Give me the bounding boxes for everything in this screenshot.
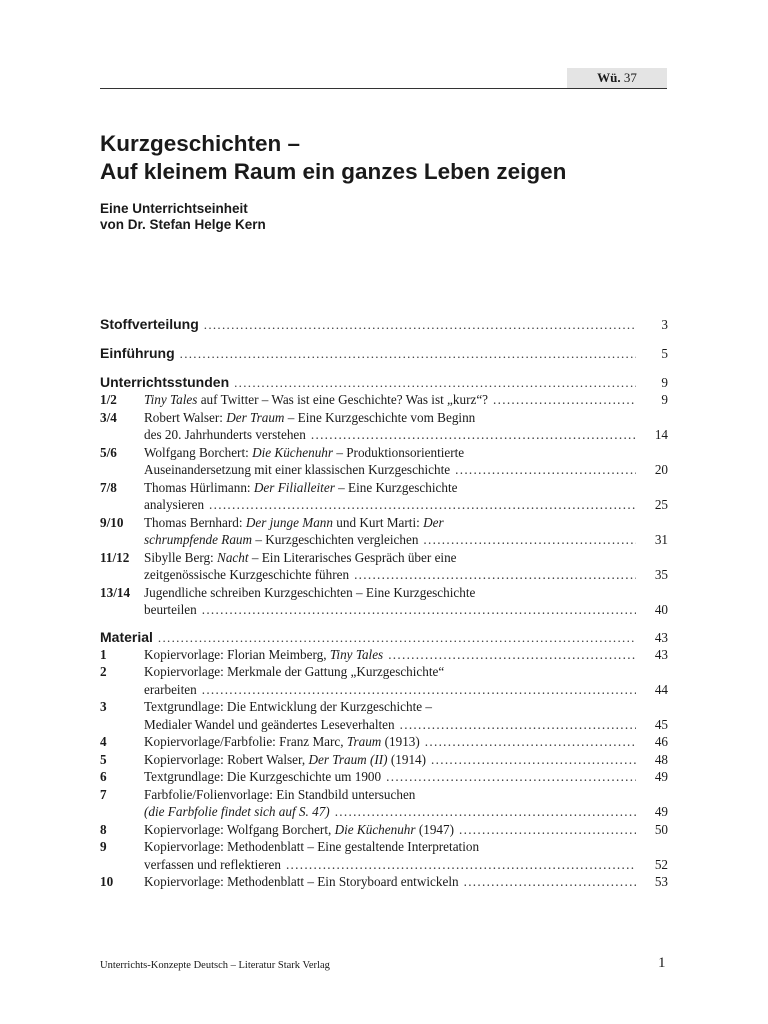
entry-text xyxy=(144,821,454,839)
material-entry[interactable] xyxy=(100,838,668,873)
entry-line xyxy=(144,584,668,602)
entry-number: 5/6 xyxy=(100,444,117,460)
entry-line xyxy=(144,479,668,497)
page-number: 3 xyxy=(661,317,668,332)
entry-number: 4 xyxy=(100,734,107,749)
entry-text-segment: – Eine Kurzgeschichte vom Beginn xyxy=(284,409,476,425)
badge-label: Wü. xyxy=(597,70,621,85)
page-number: 49 xyxy=(654,769,668,784)
material-entry[interactable] xyxy=(100,698,668,733)
footer-text: Unterrichts-Konzepte Deutsch – Literatur Stark Verlag xyxy=(100,960,330,971)
toc-section-stoffverteilung[interactable] xyxy=(100,316,668,333)
entry-text-segment: erarbeiten xyxy=(144,681,197,697)
entry-text-segment: Kopiervorlage: Methodenblatt – Ein Storyboard entwickeln xyxy=(144,874,459,889)
entry-text-segment: Auseinandersetzung mit einer klassischen Kurzgeschichte xyxy=(144,462,451,477)
entry-line xyxy=(144,426,668,444)
document-title xyxy=(100,130,566,186)
entry-text xyxy=(144,426,306,444)
entry-text-segment: des 20. Jahrhunderts verstehen xyxy=(144,427,306,442)
material-entry[interactable] xyxy=(100,663,668,698)
entry-text-segment: Thomas Hürlimann: xyxy=(144,479,254,495)
entry-text-segment: (1913) xyxy=(381,734,420,749)
entry-text-segment: (1947) xyxy=(415,821,455,837)
entry-line xyxy=(144,821,668,839)
entry-line xyxy=(144,856,668,874)
entry-text xyxy=(144,733,420,751)
entry-number: 9/10 xyxy=(100,514,124,530)
entry-text-segment: – Eine Kurzgeschichte xyxy=(334,479,458,495)
entry-text-segment: Jugendliche schreiben Kurzgeschichten – Eine Kurzgeschichte xyxy=(144,584,476,600)
entry-number: 5 xyxy=(100,751,107,767)
page-number: 43 xyxy=(654,629,668,645)
entry-text-segment: Robert Walser: xyxy=(144,409,227,425)
lesson-entry[interactable] xyxy=(100,409,668,444)
entry-text-segment: Kopiervorlage: Merkmale der Gattung „Kurzgeschichte“ xyxy=(144,664,445,679)
page-number: 46 xyxy=(654,734,668,749)
entry-number: 3 xyxy=(100,699,107,714)
material-list xyxy=(100,646,668,891)
page-number: 20 xyxy=(654,462,668,477)
entry-number: 2 xyxy=(100,664,107,679)
section-label: Material xyxy=(100,628,153,645)
material-entry[interactable] xyxy=(100,733,668,751)
entry-text-segment: Kopiervorlage/Farbfolie: Franz Marc, xyxy=(144,734,347,749)
entry-line xyxy=(144,646,668,664)
entry-line xyxy=(144,698,668,716)
entry-line xyxy=(144,514,668,532)
entry-line xyxy=(144,391,668,409)
material-entry[interactable] xyxy=(100,873,668,891)
entry-text-segment: Textgrundlage: Die Entwicklung der Kurzgeschichte – xyxy=(144,699,433,714)
entry-line xyxy=(144,461,668,479)
entry-text-segment: Kopiervorlage: Wolfgang Borchert, xyxy=(144,821,335,837)
entry-number: 3/4 xyxy=(100,409,117,425)
material-entry[interactable] xyxy=(100,646,668,664)
entry-title-italic: Tiny Tales xyxy=(329,646,384,662)
entry-number: 8 xyxy=(100,821,107,837)
entry-text xyxy=(144,444,464,462)
entry-text xyxy=(144,514,444,532)
page-number: 49 xyxy=(654,804,668,819)
title-line-2: Auf kleinem Raum ein ganzes Leben zeigen xyxy=(100,159,567,184)
entry-line xyxy=(144,786,668,804)
page-number: 9 xyxy=(661,392,668,407)
entry-line xyxy=(144,768,668,786)
entry-number: 10 xyxy=(100,874,114,889)
entry-line xyxy=(144,663,668,681)
entry-line xyxy=(144,733,668,751)
entry-title-italic: Tiny Tales xyxy=(144,392,198,407)
entry-text xyxy=(144,479,458,497)
material-entry[interactable] xyxy=(100,786,668,821)
entry-number: 7 xyxy=(100,786,107,802)
subtitle-line-1: Eine Unterrichtseinheit xyxy=(100,201,248,216)
entry-text-segment: – Ein Literarisches Gespräch über eine xyxy=(248,549,457,565)
section-label: Einführung xyxy=(100,345,175,361)
material-entry[interactable] xyxy=(100,821,668,839)
page-number: 5 xyxy=(661,346,668,361)
subtitle-line-2: von Dr. Stefan Helge Kern xyxy=(100,217,266,232)
entry-title-italic: Der Traum xyxy=(226,409,285,425)
entry-text-segment: beurteilen xyxy=(144,602,197,617)
entry-line xyxy=(144,549,668,567)
material-entry[interactable] xyxy=(100,751,668,769)
entry-text xyxy=(144,646,383,664)
entry-line xyxy=(144,566,668,584)
entry-text-segment: analysieren xyxy=(144,497,205,512)
entry-text-segment: und Kurt Marti: xyxy=(332,514,424,530)
lesson-list xyxy=(100,391,668,619)
entry-text-segment: Farbfolie/Folienvorlage: Ein Standbild untersuchen xyxy=(144,786,416,802)
entry-number: 11/12 xyxy=(100,549,130,565)
lesson-entry[interactable] xyxy=(100,391,668,409)
entry-line xyxy=(144,496,668,514)
entry-text xyxy=(144,584,475,602)
entry-text-segment: Wolfgang Borchert: xyxy=(144,444,253,460)
entry-text-segment: Thomas Bernhard: xyxy=(144,514,246,530)
entry-line xyxy=(144,601,668,619)
entry-number: 13/14 xyxy=(100,584,131,600)
entry-number: 1 xyxy=(100,646,107,662)
entry-text xyxy=(144,566,349,584)
page-code-badge xyxy=(567,68,667,88)
page-number: 35 xyxy=(654,567,668,582)
entry-text-segment: Kopiervorlage: Robert Walser, xyxy=(144,751,309,767)
entry-text-segment: Medialer Wandel und geändertes Leseverhalten xyxy=(144,716,395,732)
entry-line xyxy=(144,751,668,769)
lesson-entry[interactable] xyxy=(100,444,668,479)
page-number: 50 xyxy=(654,821,668,837)
entry-text-segment: Kopiervorlage: Methodenblatt – Eine gestaltende Interpretation xyxy=(144,839,480,854)
entry-text xyxy=(144,391,488,409)
entry-text xyxy=(144,751,426,769)
section-label: Stoffverteilung xyxy=(100,316,199,332)
page-number: 25 xyxy=(654,497,668,512)
page-number: 44 xyxy=(654,681,668,697)
entry-number: 6 xyxy=(100,769,107,784)
entry-number: 7/8 xyxy=(100,479,117,495)
lesson-entry[interactable] xyxy=(100,479,668,514)
entry-title-italic: Der junge Mann xyxy=(245,514,333,530)
entry-text xyxy=(144,838,479,856)
title-line-1: Kurzgeschichten – xyxy=(100,131,301,156)
entry-text-segment: auf Twitter – Was ist eine Geschichte? Was ist „kurz“? xyxy=(197,392,489,407)
entry-title-italic: Der Filialleiter xyxy=(253,479,335,495)
entry-text xyxy=(144,663,444,681)
entry-text-segment: Textgrundlage: Die Kurzgeschichte um 1900 xyxy=(144,769,382,784)
page-number: 43 xyxy=(654,646,668,662)
entry-title-italic: Die Küchenuhr xyxy=(334,821,416,837)
entry-line xyxy=(144,681,668,699)
entry-line xyxy=(144,409,668,427)
material-entry[interactable] xyxy=(100,768,668,786)
entry-text xyxy=(144,409,475,427)
entry-text xyxy=(144,716,395,734)
entry-title-italic: Nacht xyxy=(217,549,249,565)
entry-title-italic: Traum xyxy=(346,734,382,749)
toc-section-einfuehrung[interactable] xyxy=(100,345,668,362)
lesson-entry[interactable] xyxy=(100,549,668,584)
entry-number: 9 xyxy=(100,839,107,854)
page-number: 48 xyxy=(654,751,668,767)
section-label: Unterrichtsstunden xyxy=(100,374,230,390)
entry-text-segment: – Kurzgeschichten vergleichen xyxy=(252,532,419,547)
page-number: 31 xyxy=(654,532,668,547)
entry-title-italic: Der Traum (II) xyxy=(308,751,388,767)
entry-text xyxy=(144,461,450,479)
page-number: 14 xyxy=(654,427,668,442)
badge-number: 37 xyxy=(623,70,637,85)
entry-text xyxy=(144,768,381,786)
entry-text-segment: zeitgenössische Kurzgeschichte führen xyxy=(144,567,350,582)
page-number-footer: 1 xyxy=(658,955,666,971)
entry-text xyxy=(144,681,197,699)
entry-text xyxy=(144,873,459,891)
entry-line xyxy=(144,838,668,856)
entry-text xyxy=(144,549,457,567)
lesson-entry[interactable] xyxy=(100,514,668,549)
entry-text xyxy=(144,698,432,716)
entry-text-segment: Kopiervorlage: Florian Meimberg, xyxy=(144,646,330,662)
entry-text xyxy=(144,856,281,874)
entry-text-segment: Sibylle Berg: xyxy=(144,549,218,565)
page-number: 40 xyxy=(654,602,668,617)
entry-text xyxy=(144,803,330,821)
entry-title-italic: schrumpfende Raum xyxy=(144,532,253,547)
entry-text xyxy=(144,496,204,514)
header-rule xyxy=(100,88,667,89)
page-number: 52 xyxy=(654,856,668,872)
entry-line xyxy=(144,444,668,462)
document-subtitle xyxy=(100,201,266,233)
page-number: 53 xyxy=(654,874,668,889)
entry-text xyxy=(144,531,418,549)
entry-line xyxy=(144,531,668,549)
lesson-entry[interactable] xyxy=(100,584,668,619)
page-number: 9 xyxy=(661,375,668,390)
entry-number: 1/2 xyxy=(100,392,117,407)
entry-text-segment: (1914) xyxy=(387,751,427,767)
entry-title-italic: (die Farbfolie findet sich auf S. 47) xyxy=(144,804,330,819)
entry-title-italic: Der xyxy=(423,514,444,530)
entry-text-segment: verfassen und reflektieren xyxy=(144,856,281,872)
toc-section-material[interactable] xyxy=(100,629,668,646)
toc-section-unterrichtsstunden[interactable] xyxy=(100,374,668,391)
entry-text-segment: – Produktionsorientierte xyxy=(333,444,465,460)
entry-title-italic: Die Küchenuhr xyxy=(252,444,334,460)
entry-line xyxy=(144,873,668,891)
entry-line xyxy=(144,803,668,821)
entry-line xyxy=(144,716,668,734)
table-of-contents xyxy=(100,316,668,891)
entry-text xyxy=(144,601,197,619)
entry-text xyxy=(144,786,415,804)
page-number: 45 xyxy=(654,716,668,732)
